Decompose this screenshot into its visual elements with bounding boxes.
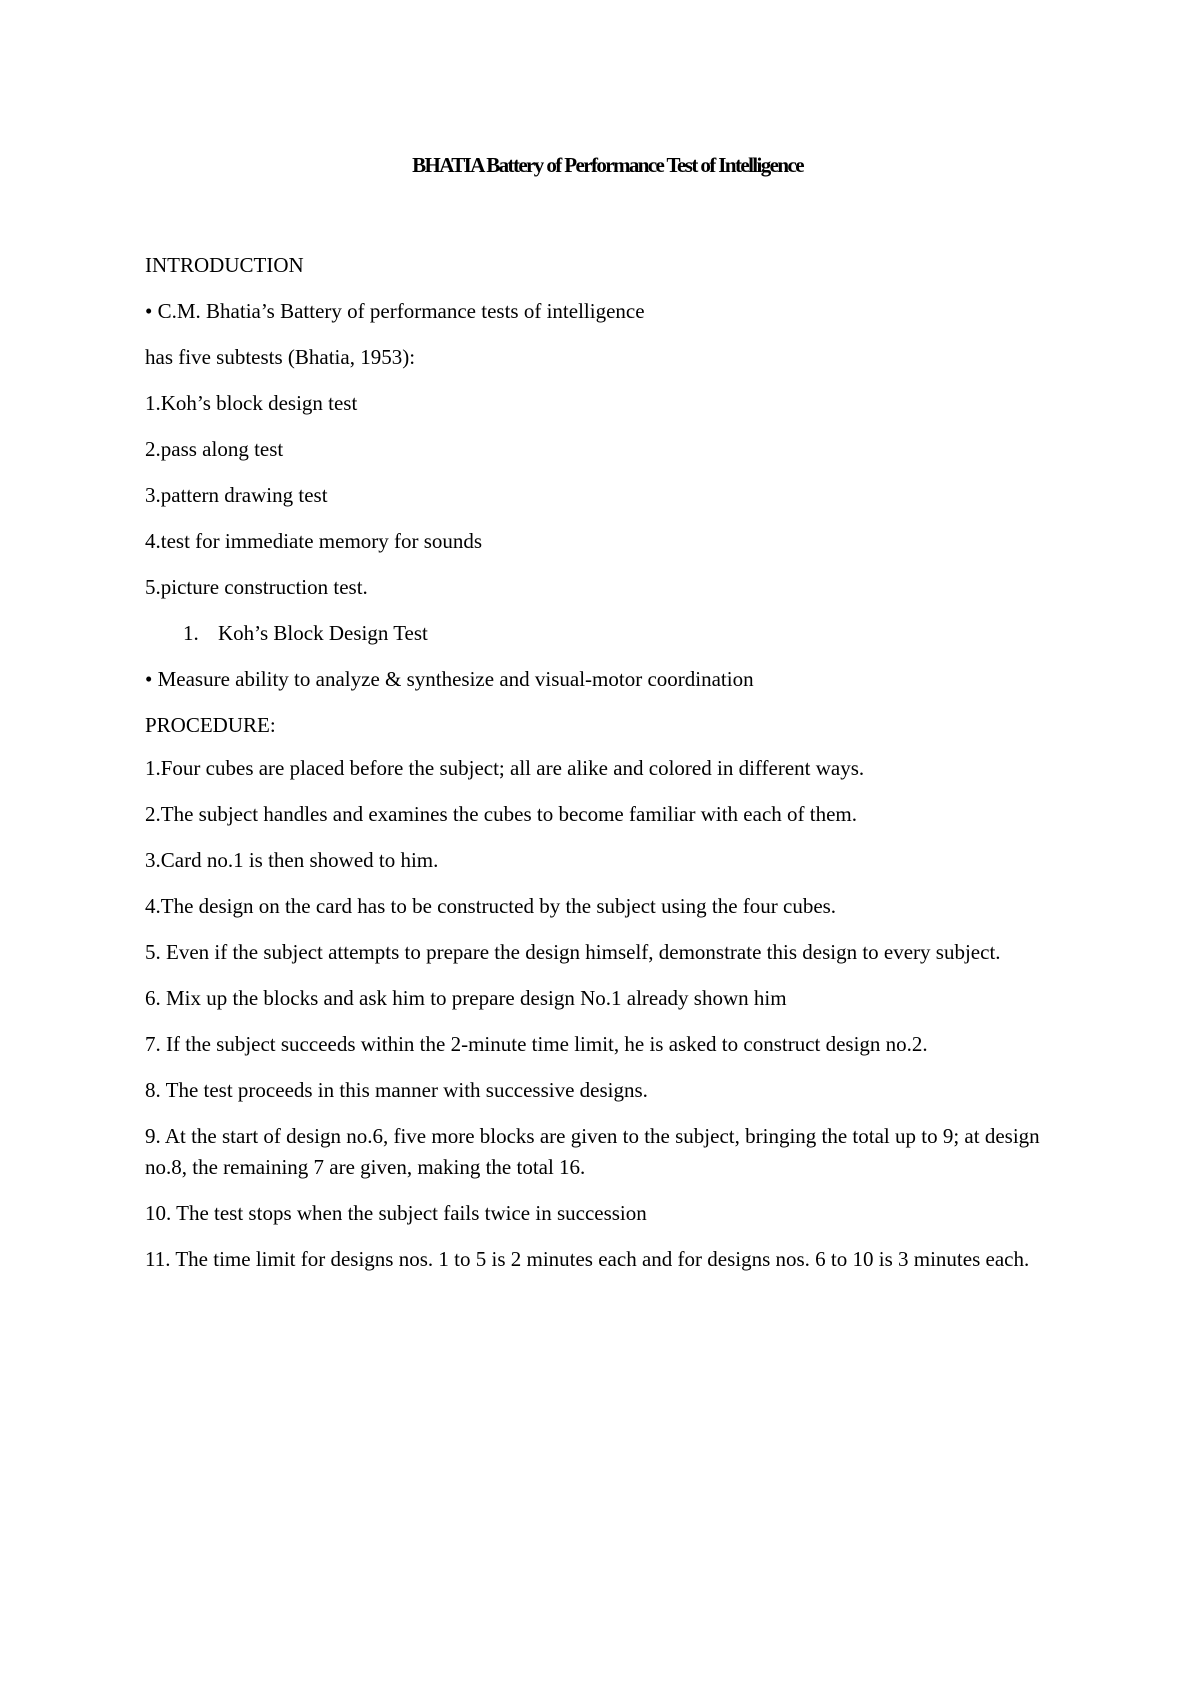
introduction-continuation: has five subtests (Bhatia, 1953): bbox=[145, 345, 416, 369]
section-bullet: • Measure ability to analyze & synthesize and visual-motor coordination bbox=[145, 667, 754, 691]
document-body bbox=[145, 148, 1070, 1290]
procedure-step: 4.The design on the card has to be constructed by the subject using the four cubes. bbox=[145, 894, 837, 918]
procedure-step: 5. Even if the subject attempts to prepare the design himself, demonstrate this design to every subject. bbox=[145, 940, 1001, 964]
procedure-step: 6. Mix up the blocks and ask him to prepare design No.1 already shown him bbox=[145, 986, 787, 1010]
procedure-step: 2.The subject handles and examines the cubes to become familiar with each of them. bbox=[145, 802, 858, 826]
subtest-item: 3.pattern drawing test bbox=[145, 483, 328, 507]
introduction-bullet: • C.M. Bhatia’s Battery of performance tests of intelligence bbox=[145, 299, 645, 323]
subtest-item: 4.test for immediate memory for sounds bbox=[145, 529, 483, 553]
procedure-step: 9. At the start of design no.6, five more blocks are given to the subject, bringing the total up to 9; at design no.8, the remaining 7 are given, making the total 16. bbox=[145, 1124, 1040, 1179]
subtest-item: 2.pass along test bbox=[145, 437, 284, 461]
section-number: 1. bbox=[183, 621, 199, 645]
procedure-step: 8. The test proceeds in this manner with successive designs. bbox=[145, 1078, 648, 1102]
document-title: BHATIA Battery of Performance Test of Intelligence bbox=[412, 153, 803, 177]
procedure-step: 1.Four cubes are placed before the subject; all are alike and colored in different ways. bbox=[145, 756, 865, 780]
introduction-heading: INTRODUCTION bbox=[145, 253, 304, 277]
procedure-step: 10. The test stops when the subject fails twice in succession bbox=[145, 1201, 647, 1225]
subtest-list bbox=[145, 388, 1070, 603]
subtest-item: 1.Koh’s block design test bbox=[145, 391, 358, 415]
procedure-steps bbox=[145, 753, 1070, 1275]
subtest-item: 5.picture construction test. bbox=[145, 575, 368, 599]
procedure-step: 11. The time limit for designs nos. 1 to 5 is 2 minutes each and for designs nos. 6 to 10 is 3 minutes each. bbox=[145, 1247, 1030, 1271]
section-heading bbox=[145, 618, 1070, 649]
section-title: Koh’s Block Design Test bbox=[218, 621, 428, 645]
procedure-heading: PROCEDURE: bbox=[145, 713, 276, 737]
procedure-step: 3.Card no.1 is then showed to him. bbox=[145, 848, 439, 872]
procedure-step: 7. If the subject succeeds within the 2-minute time limit, he is asked to construct design no.2. bbox=[145, 1032, 928, 1056]
